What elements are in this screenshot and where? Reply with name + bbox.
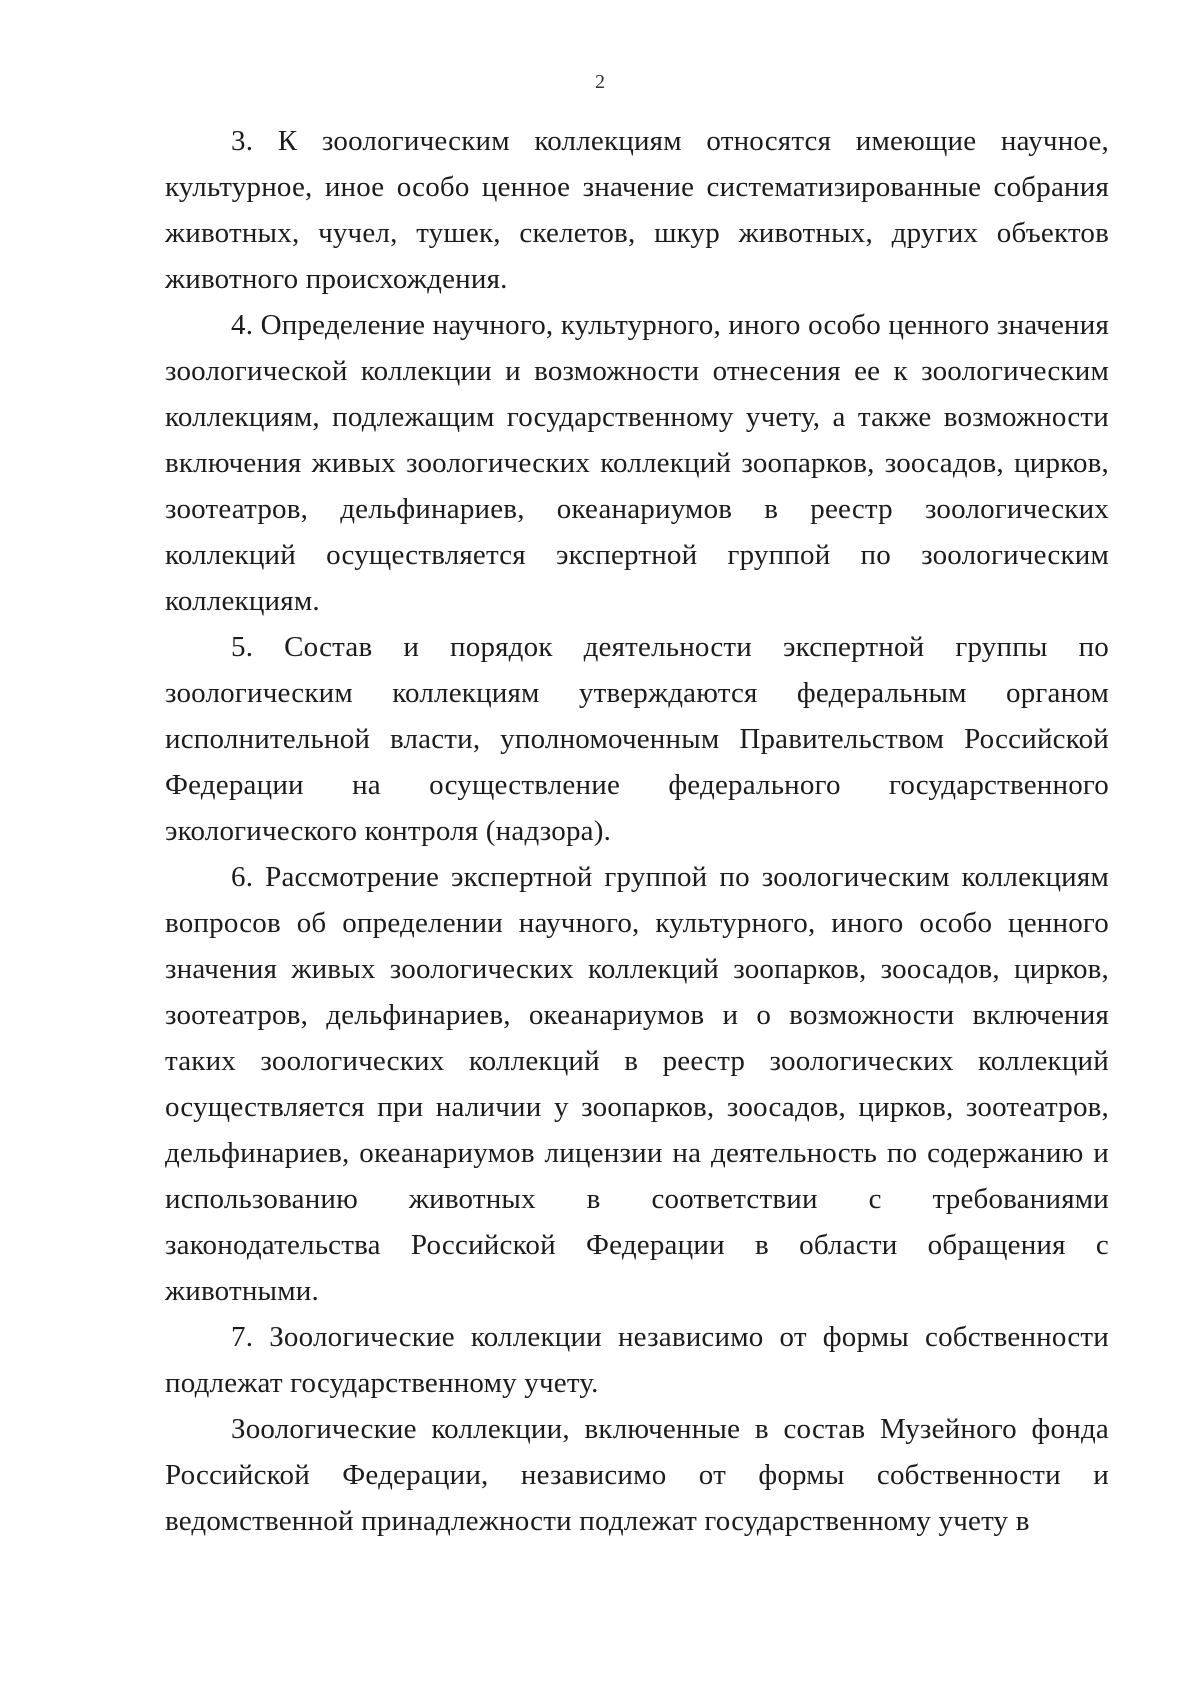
- paragraph-3: 3. К зоологическим коллекциям относятся имеющие научное, культурное, иное особо ценное значение систематизированные собрания животных, чучел, тушек, скелетов, шкур животных, других объектов животного происхождения.: [165, 125, 1109, 295]
- paragraph-4: 4. Определение научного, культурного, иного особо ценного значения зоологической коллекции и возможности отнесения ее к зоологическим коллекциям, подлежащим государственному учету, а также возможности включения живых зоологических коллекций зоопарков, зоосадов, цирков, зоотеатров, дельфинариев, океанариумов в реестр зоологических коллекций осуществляется экспертной группой по зоологическим коллекциям.: [165, 309, 1109, 617]
- document-body: [165, 118, 1109, 1544]
- paragraph-7: 7. Зоологические коллекции независимо от формы собственности подлежат государственному учету.: [165, 1321, 1109, 1399]
- paragraph-6: 6. Рассмотрение экспертной группой по зоологическим коллекциям вопросов об определении научного, культурного, иного особо ценного значения живых зоологических коллекций зоопарков, зоосадов, цирков, зоотеатров, дельфинариев, океанариумов и о возможности включения таких зоологических коллекций в реестр зоологических коллекций осуществляется при наличии у зоопарков, зоосадов, цирков, зоотеатров, дельфинариев, океанариумов лицензии на деятельность по содержанию и использованию животных в соответствии с требованиями законодательства Российской Федерации в области обращения с животными.: [165, 861, 1109, 1307]
- paragraph-museum-fund: Зоологические коллекции, включенные в состав Музейного фонда Российской Федерации, независимо от формы собственности и ведомственной принадлежности подлежат государственному учету в: [165, 1413, 1109, 1537]
- page-number: 2: [595, 71, 605, 93]
- paragraph-5: 5. Состав и порядок деятельности экспертной группы по зоологическим коллекциям утверждаются федеральным органом исполнительной власти, уполномоченным Правительством Российской Федерации на осуществление федерального государственного экологического контроля (надзора).: [165, 631, 1109, 847]
